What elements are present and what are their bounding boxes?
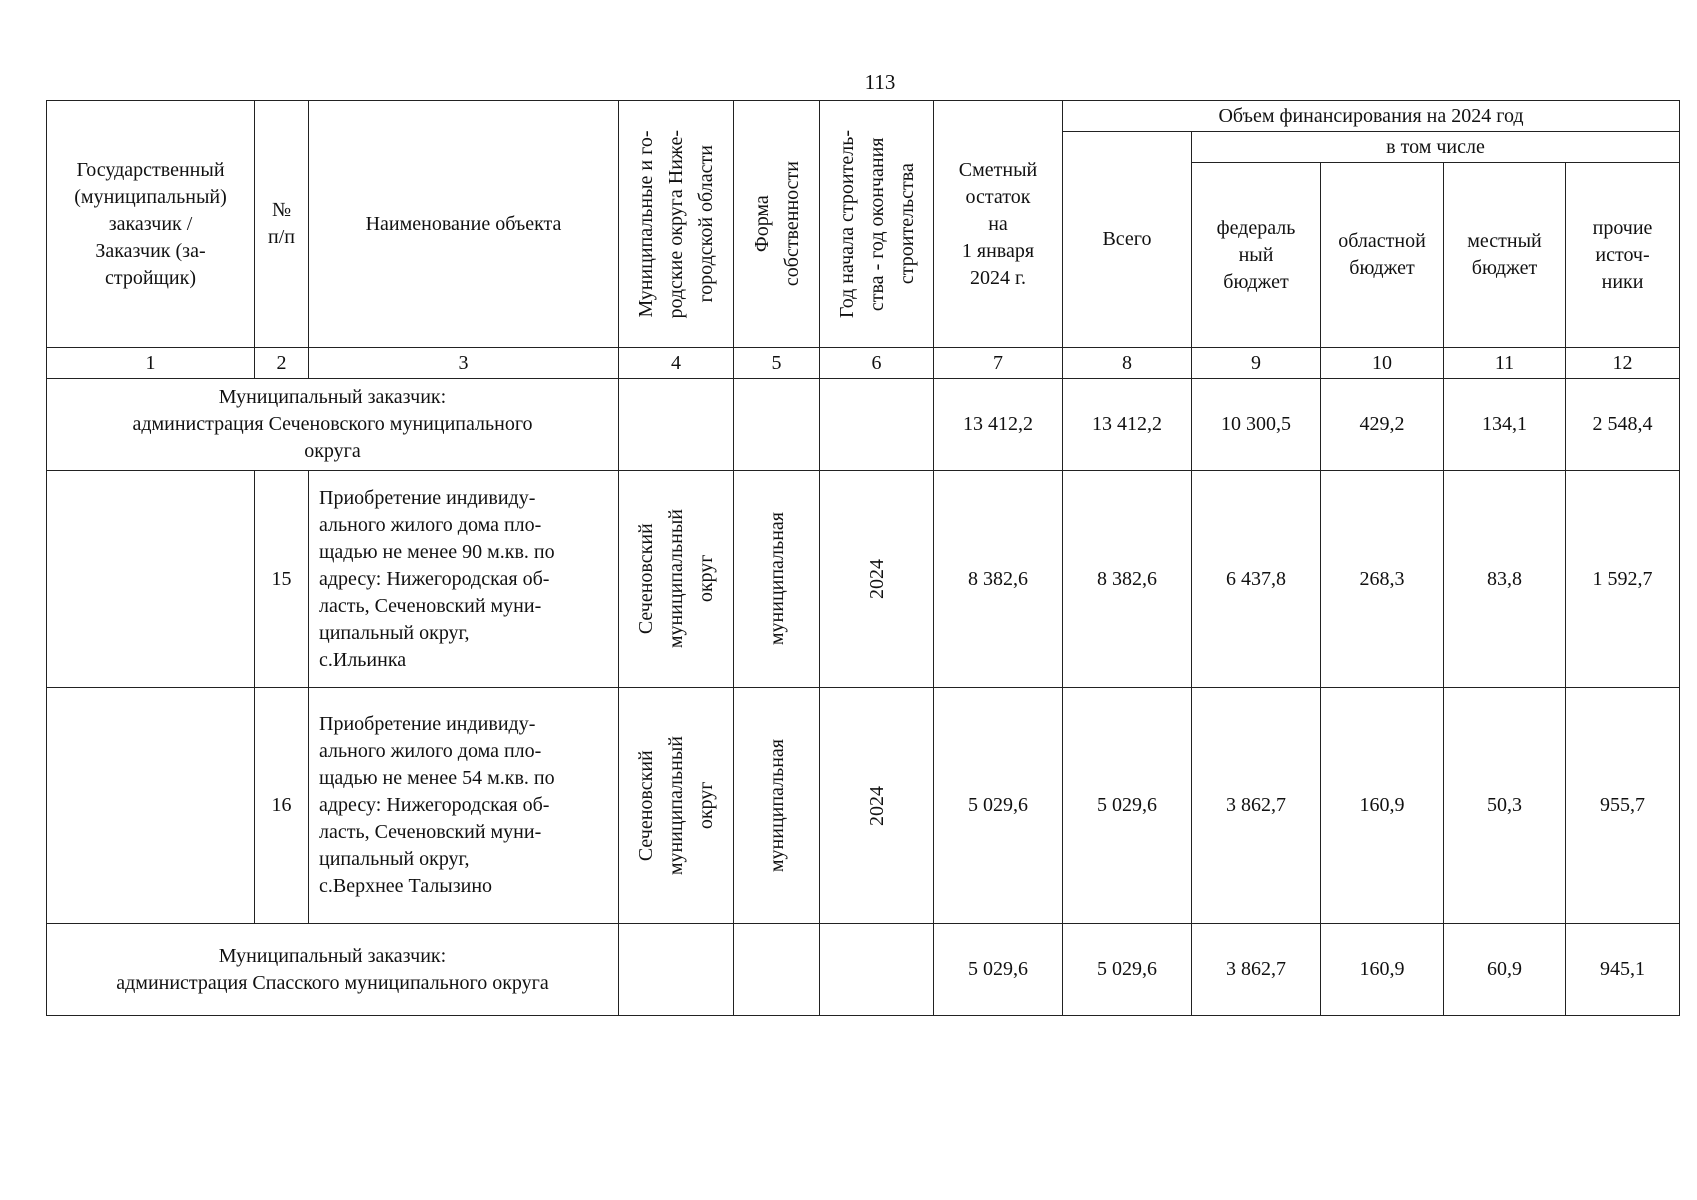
header-municipal <box>619 101 734 348</box>
row-number: 16 <box>255 688 309 924</box>
column-number: 3 <box>309 348 619 379</box>
municipality-cell <box>619 471 734 688</box>
header-including: в том числе <box>1192 132 1680 163</box>
empty-cell <box>47 471 255 688</box>
header-total: Всего <box>1063 132 1192 348</box>
ownership-text: муниципальная <box>765 738 788 873</box>
other-value: 1 592,7 <box>1566 471 1680 688</box>
customer-summary-row <box>47 379 1680 471</box>
empty-cell <box>619 379 734 471</box>
federal-value: 3 862,7 <box>1192 924 1321 1016</box>
header-years <box>820 101 934 348</box>
regional-value: 160,9 <box>1321 924 1444 1016</box>
column-number: 10 <box>1321 348 1444 379</box>
total-value: 8 382,6 <box>1063 471 1192 688</box>
page-number: 113 <box>864 70 896 94</box>
estimate-value: 5 029,6 <box>934 924 1063 1016</box>
federal-value: 6 437,8 <box>1192 471 1321 688</box>
column-number: 11 <box>1444 348 1566 379</box>
financing-table <box>46 100 1680 1016</box>
total-value: 13 412,2 <box>1063 379 1192 471</box>
column-number: 4 <box>619 348 734 379</box>
local-value: 60,9 <box>1444 924 1566 1016</box>
column-number: 12 <box>1566 348 1680 379</box>
other-value: 955,7 <box>1566 688 1680 924</box>
ownership-text: муниципальная <box>765 512 788 646</box>
header-ownership <box>734 101 820 348</box>
object-name: Приобретение индивиду- ального жилого дома пло- щадью не менее 54 м.кв. по адресу: Нижегородская об- ласть, Сеченовский муни- ципальный округ, с.Верхнее Талызино <box>309 688 619 924</box>
empty-cell <box>47 688 255 924</box>
customer-label: Муниципальный заказчик: администрация Сеченовского муниципального округа <box>47 379 619 471</box>
regional-value: 160,9 <box>1321 688 1444 924</box>
column-number: 1 <box>47 348 255 379</box>
empty-cell <box>820 924 934 1016</box>
header-ownership-text: Форма собственности <box>750 161 803 287</box>
ownership-cell <box>734 688 820 924</box>
empty-cell <box>820 379 934 471</box>
estimate-value: 13 412,2 <box>934 379 1063 471</box>
row-number: 15 <box>255 471 309 688</box>
column-number: 5 <box>734 348 820 379</box>
column-number-row <box>47 348 1680 379</box>
header-customer: Государственный (муниципальный) заказчик / Заказчик (за- стройщик) <box>47 101 255 348</box>
local-value: 50,3 <box>1444 688 1566 924</box>
header-federal: федераль ный бюджет <box>1192 163 1321 348</box>
estimate-value: 8 382,6 <box>934 471 1063 688</box>
other-value: 2 548,4 <box>1566 379 1680 471</box>
header-estimate: Сметный остаток на 1 января 2024 г. <box>934 101 1063 348</box>
header-num: № п/п <box>255 101 309 348</box>
column-number: 9 <box>1192 348 1321 379</box>
years-cell <box>820 688 934 924</box>
header-local: местный бюджет <box>1444 163 1566 348</box>
column-number: 8 <box>1063 348 1192 379</box>
header-other: прочие источ- ники <box>1566 163 1680 348</box>
header-funding: Объем финансирования на 2024 год <box>1063 101 1680 132</box>
local-value: 83,8 <box>1444 471 1566 688</box>
years-cell <box>820 471 934 688</box>
empty-cell <box>619 924 734 1016</box>
header-municipal-text: Муниципальные и го- родские округа Ниже- городской области <box>635 129 717 319</box>
total-value: 5 029,6 <box>1063 688 1192 924</box>
object-name: Приобретение индивиду- ального жилого дома пло- щадью не менее 90 м.кв. по адресу: Нижегородская об- ласть, Сеченовский муни- ципальный округ, с.Ильинка <box>309 471 619 688</box>
federal-value: 3 862,7 <box>1192 688 1321 924</box>
other-value: 945,1 <box>1566 924 1680 1016</box>
local-value: 134,1 <box>1444 379 1566 471</box>
column-number: 6 <box>820 348 934 379</box>
header-row <box>47 101 1680 132</box>
municipality-text: Сеченовский муниципальный округ <box>635 509 717 649</box>
years-text: 2024 <box>865 559 888 599</box>
customer-summary-row <box>47 924 1680 1016</box>
municipality-cell <box>619 688 734 924</box>
years-text: 2024 <box>865 785 888 826</box>
empty-cell <box>734 379 820 471</box>
header-name: Наименование объекта <box>309 101 619 348</box>
municipality-text: Сеченовский муниципальный округ <box>635 735 717 876</box>
regional-value: 429,2 <box>1321 379 1444 471</box>
regional-value: 268,3 <box>1321 471 1444 688</box>
column-number: 2 <box>255 348 309 379</box>
federal-value: 10 300,5 <box>1192 379 1321 471</box>
table-row <box>47 471 1680 688</box>
empty-cell <box>734 924 820 1016</box>
header-years-text: Год начала строитель- ства - год окончания строительства <box>835 129 918 319</box>
header-regional: областной бюджет <box>1321 163 1444 348</box>
customer-label: Муниципальный заказчик: администрация Спасского муниципального округа <box>47 924 619 1016</box>
column-number: 7 <box>934 348 1063 379</box>
table-row <box>47 688 1680 924</box>
estimate-value: 5 029,6 <box>934 688 1063 924</box>
ownership-cell <box>734 471 820 688</box>
total-value: 5 029,6 <box>1063 924 1192 1016</box>
